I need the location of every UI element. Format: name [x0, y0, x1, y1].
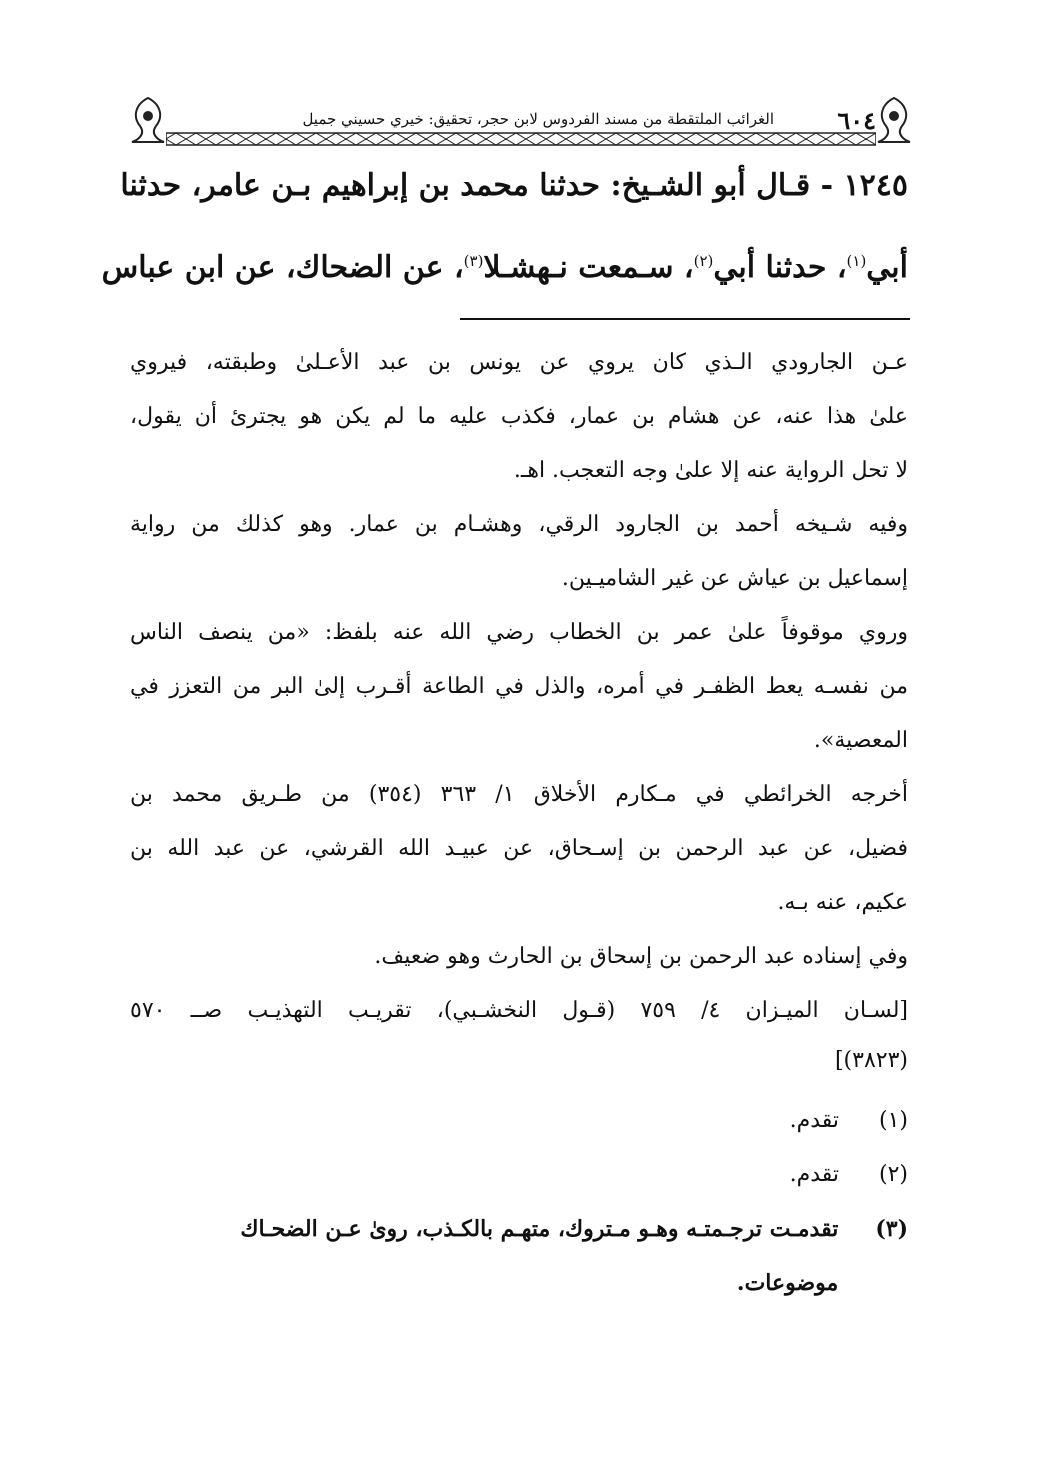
- note-line: المعصية».: [813, 728, 908, 753]
- footnote-text: تقدم.: [789, 1108, 839, 1133]
- footnote-ref-1[interactable]: (١): [846, 252, 867, 270]
- page-number: ٦٠٤: [837, 106, 876, 135]
- footnote-number: (٢): [878, 1162, 908, 1187]
- hadith-line-1: ١٢٤٥ - قـال أبو الشـيخ: حدثنا محمد بن إبراهيم بـن عامر، حدثنا: [120, 168, 908, 203]
- hadith-line-2: [101, 250, 908, 285]
- note-line: من نفسـه يعط الظفـر في أمره، والذل في الطاعة أقـرب إلىٰ البر من التعزز في: [130, 674, 908, 699]
- hadith-segment: ، حدثنا أبي: [713, 250, 847, 285]
- running-title: الغرائب الملتقطة من مسند الفردوس لابن حجر، تحقيق: خيري حسيني جميل: [302, 110, 774, 128]
- footnote-2: [130, 1162, 908, 1187]
- footnote-3: [130, 1216, 908, 1242]
- note-line: عـن الجارودي الـذي كان يروي عن يونس بن عبد الأعـلىٰ وطبقته، فيروي: [130, 350, 908, 375]
- footnote-separator: [460, 318, 910, 320]
- note-line: وفيه شـيخه أحمد بن الجارود الرقي، وهشـام بن عمار. وهو كذلك من رواية: [130, 512, 908, 537]
- note-line: لا تحل الرواية عنه إلا علىٰ وجه التعجب. اهـ.: [513, 458, 908, 483]
- hadith-segment: ، عن الضحاك، عن ابن عباس: [101, 250, 464, 285]
- footnote-3-continuation: [130, 1270, 908, 1296]
- page-header: [128, 96, 914, 154]
- note-line: علىٰ هذا عنه، عن هشام بن عمار، فكذب عليه ما لم يكن هو يجترئ أن يقول،: [130, 404, 909, 429]
- note-line: وفي إسناده عبد الرحمن بن إسحاق بن الحارث وهو ضعيف.: [374, 944, 908, 969]
- header-border-band: [166, 132, 876, 146]
- footnote-text: تقدم.: [789, 1162, 839, 1187]
- note-line: (٣٨٢٣)]: [834, 1048, 908, 1073]
- note-line: [لسـان الميـزان ٤/ ٧٥٩ (قـول النخشـبي)، تقريـب التهذيـب صــ ٥٧٠: [130, 998, 909, 1023]
- footnote-1: [130, 1108, 908, 1133]
- footnote-number: (١): [878, 1108, 908, 1133]
- footnote-ref-3[interactable]: (٣): [463, 252, 484, 270]
- note-line: أخرجه الخرائطي في مـكارم الأخلاق ١/ ٣٦٣ (٣٥٤) من طـريق محمد بن: [130, 782, 909, 807]
- ornament-left-icon: [128, 96, 168, 146]
- footnote-text: تقدمـت ترجـمتـه وهـو مـتروك، متهـم بالكـذب، روىٰ عـن الضحـاك: [240, 1216, 839, 1242]
- footnote-number: (٣): [875, 1216, 908, 1242]
- footnote-text: موضوعات.: [736, 1270, 839, 1296]
- ornament-right-icon: [874, 96, 914, 146]
- note-line: فضيل، عن عبد الرحمن بن إسـحاق، عن عبيـد الله القرشي، عن عبد الله بن: [130, 836, 908, 861]
- note-line: عكيم، عنه بـه.: [777, 890, 908, 915]
- hadith-segment: ، سـمعت نـهشـلا: [483, 250, 694, 285]
- note-line: إسماعيل بن عياش عن غير الشاميـين.: [561, 566, 908, 591]
- hadith-segment: أبي: [866, 250, 908, 285]
- footnote-ref-2[interactable]: (٢): [693, 252, 714, 270]
- note-line: وروي موقوفاً علىٰ عمر بن الخطاب رضي الله عنه بلفظ: «من ينصف الناس: [130, 620, 908, 645]
